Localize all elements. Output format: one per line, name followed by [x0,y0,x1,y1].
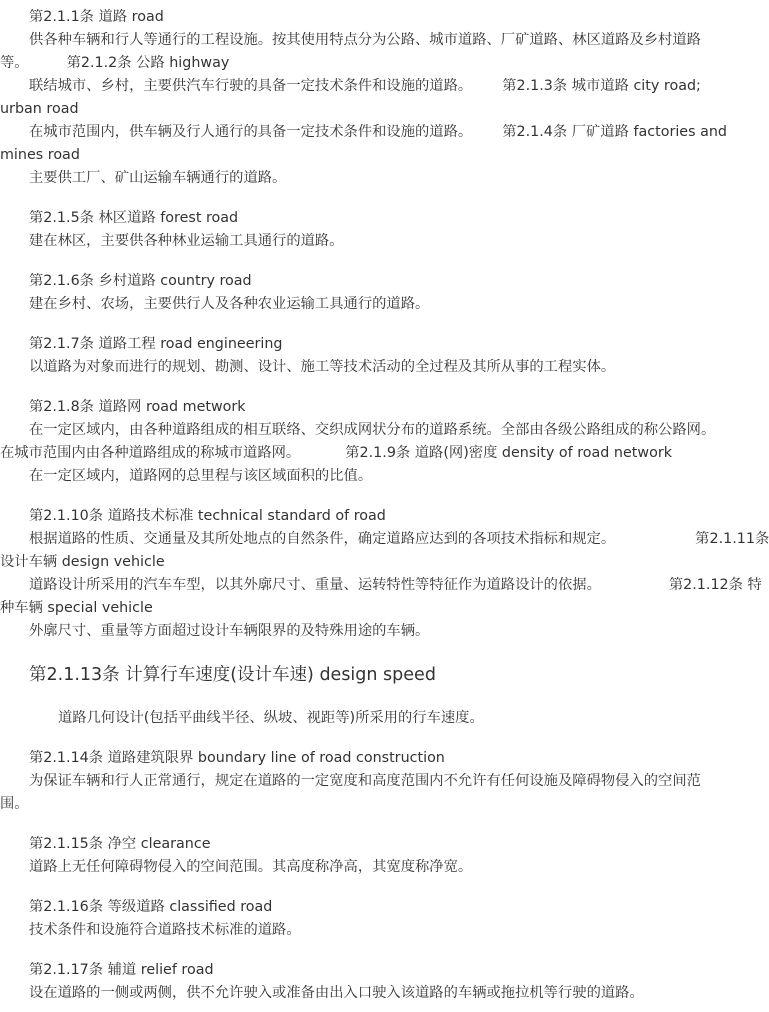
clause-line: 第2.1.13条 计算行车速度(设计车速) design speed [29,665,436,685]
clause-line: 第2.1.7条 道路工程 road engineering [29,336,283,352]
body-text-line: 等。 第2.1.2条 公路 highway [0,55,230,71]
clause-line: 第2.1.1条 道路 road [29,9,164,25]
inline-gap [300,456,345,457]
body-text-line: 在一定区域内，由各种道路组成的相互联络、交织成网状分布的道路系统。全部由各级公路组成的称公路网。 [29,422,716,438]
body-text-line: 在城市范围内，供车辆及行人通行的具备一定技术条件和设施的道路。 第2.1.4条 厂矿道路 factories and [29,124,727,140]
clause-line: 第2.1.5条 林区道路 forest road [29,210,239,226]
body-text-line: 联结城市、乡村，主要供汽车行驶的具备一定技术条件和设施的道路。 第2.1.3条 城市道路 city road; [29,78,701,94]
clause-line: 第2.1.15条 净空 clearance [29,836,211,852]
body-text-line: 道路上无任何障碍物侵入的空间范围。其高度称净高，其宽度称净宽。 [29,859,473,875]
body-text-line: 围。 [0,796,29,812]
clause-line: 第2.1.10条 道路技术标准 technical standard of road [29,508,386,524]
body-text-line: 道路几何设计(包括平曲线半径、纵坡、视距等)所采用的行车速度。 [58,710,484,726]
clause-line: 第2.1.6条 乡村道路 country road [29,273,252,289]
body-text-line: 为保证车辆和行人正常通行，规定在道路的一定宽度和高度范围内不允许有任何设施及障碍物侵入的空间范 [29,773,701,789]
body-text-line: 设计车辆 design vehicle [0,554,165,570]
body-text-line: 主要供工厂、矿山运输车辆通行的道路。 [29,170,287,186]
inline-gap [615,542,695,543]
inline-gap [472,89,502,90]
body-text-line: 道路设计所采用的汽车车型，以其外廓尺寸、重量、运转特性等特征作为道路设计的依据。 第2.1.12条 特 [29,577,762,593]
clause-line: 第2.1.8条 道路网 road metwork [29,399,246,415]
body-text-line: 根据道路的性质、交通量及其所处地点的自然条件，确定道路应达到的各项技术指标和规定。 第2.1.11条 [29,531,769,547]
body-text-line: urban road [0,101,79,117]
clause-line: 第2.1.14条 道路建筑限界 boundary line of road construction [29,750,445,766]
inline-gap [601,588,669,589]
body-text-line: 在城市范围内由各种道路组成的称城市道路网。 第2.1.9条 道路(网)密度 density of road network [0,445,672,461]
body-text-line: 建在林区，主要供各种林业运输工具通行的道路。 [29,233,344,249]
body-text-line: 建在乡村、农场，主要供行人及各种农业运输工具通行的道路。 [29,296,430,312]
body-text-line: 外廓尺寸、重量等方面超过设计车辆限界的及特殊用途的车辆。 [29,623,430,639]
inline-gap [29,66,67,67]
body-text-line: 设在道路的一侧或两侧，供不允许驶入或准备由出入口驶入该道路的车辆或拖拉机等行驶的道路。 [29,985,644,1001]
body-text-line: 以道路为对象而进行的规划、勘测、设计、施工等技术活动的全过程及其所从事的工程实体。 [29,359,616,375]
body-text-line: 种车辆 special vehicle [0,600,153,616]
body-text-line: 在一定区域内，道路网的总里程与该区域面积的比值。 [29,468,373,484]
clause-line: 第2.1.17条 辅道 relief road [29,962,214,978]
body-text-line: 供各种车辆和行人等通行的工程设施。按其使用特点分为公路、城市道路、厂矿道路、林区道路及乡村道路 [29,32,701,48]
body-text-line: mines road [0,147,80,163]
body-text-line: 技术条件和设施符合道路技术标准的道路。 [29,922,301,938]
inline-gap [472,135,502,136]
clause-line: 第2.1.16条 等级道路 classified road [29,899,273,915]
